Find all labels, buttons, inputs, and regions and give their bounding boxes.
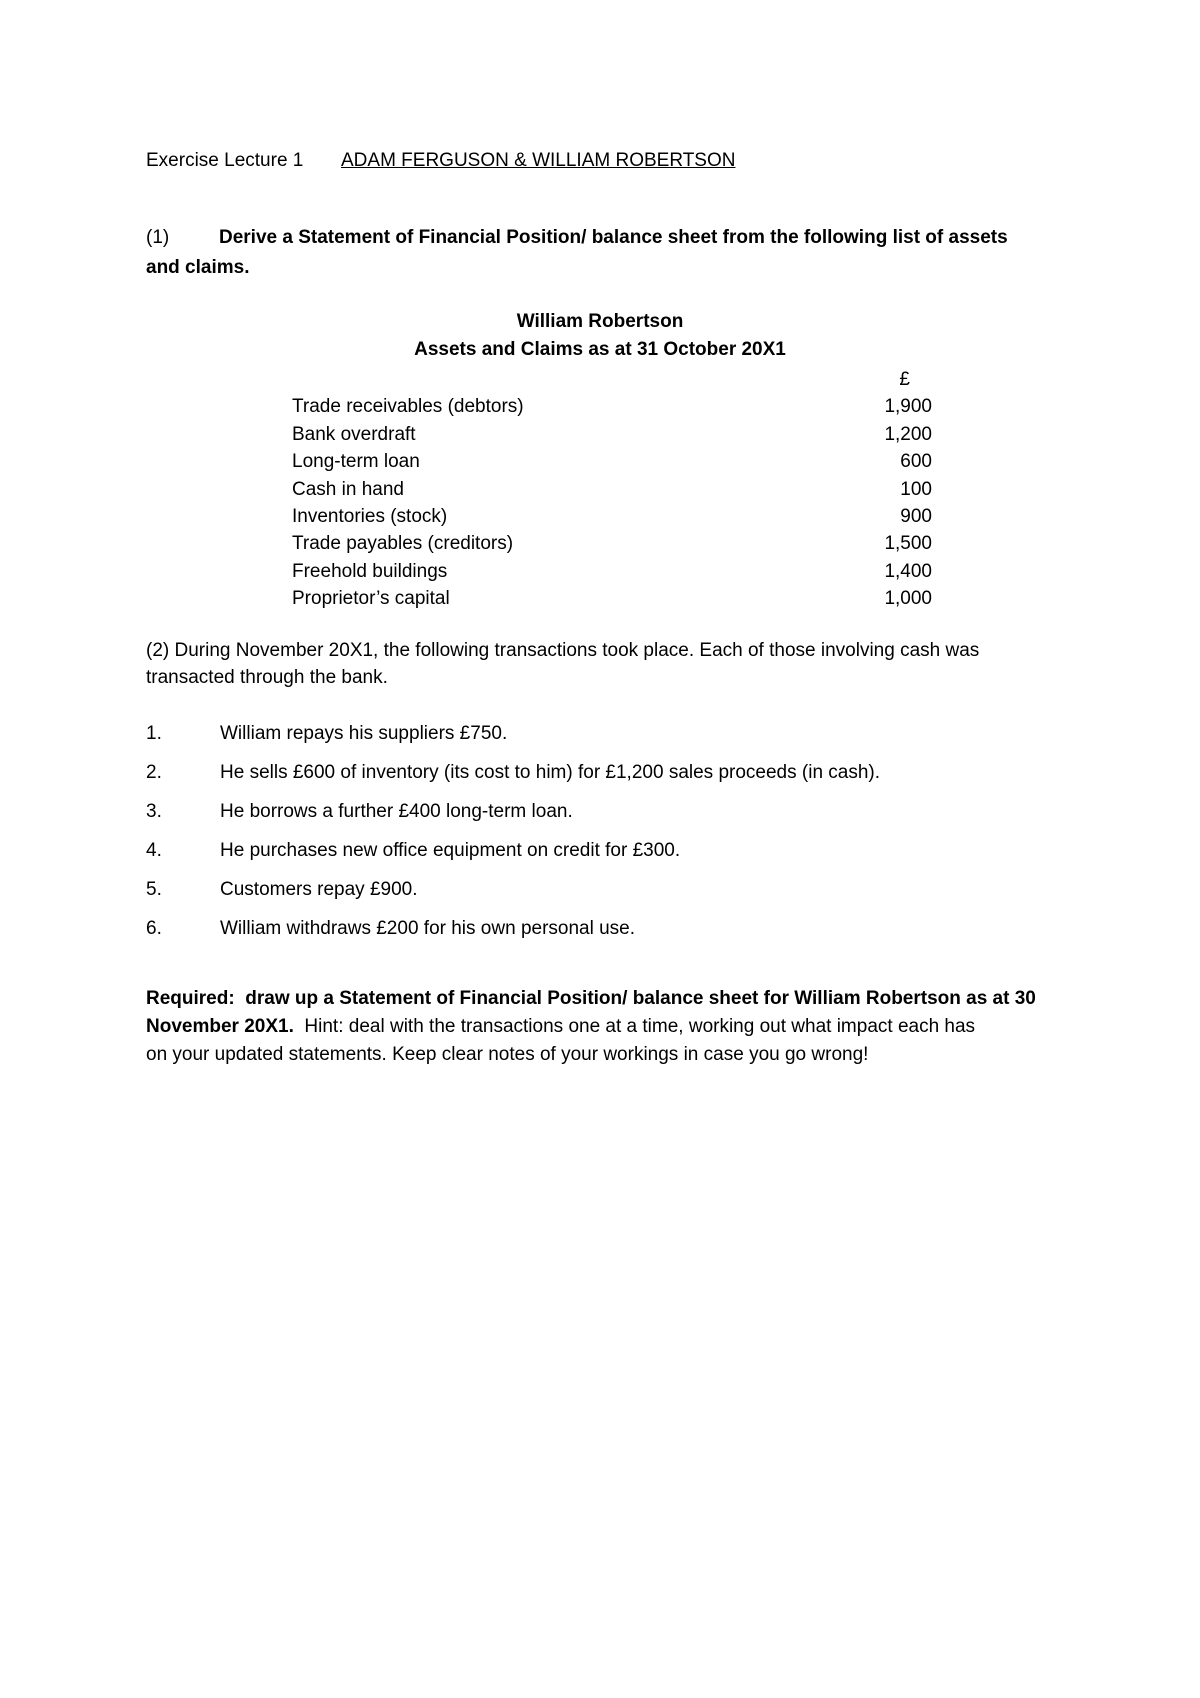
table-row — [292, 503, 932, 530]
row-label: Cash in hand — [292, 478, 404, 500]
required-text-line1: draw up a Statement of Financial Position/ balance sheet for William Robertson as at 30 — [245, 988, 1036, 1009]
table-row — [292, 393, 932, 420]
question-1-text-line1: Derive a Statement of Financial Position/ balance sheet from the following list of assets — [219, 227, 1008, 248]
required-line2 — [146, 1016, 975, 1038]
transaction-number: 3. — [146, 801, 162, 822]
question-1 — [146, 227, 1008, 249]
table-header-row — [292, 366, 932, 393]
row-label: Bank overdraft — [292, 423, 416, 445]
required-hint-line2: Hint: deal with the transactions one at a time, working out what impact each has — [304, 1016, 976, 1037]
row-amount: 100 — [900, 478, 932, 500]
transaction-text: He sells £600 of inventory (its cost to him) for £1,200 sales proceeds (in cash). — [220, 762, 881, 783]
transaction-number: 2. — [146, 762, 162, 783]
transaction-text: He purchases new office equipment on credit for £300. — [220, 840, 681, 861]
table-row — [292, 448, 932, 475]
transaction-item — [146, 762, 880, 784]
transaction-item — [146, 918, 635, 940]
row-label: Freehold buildings — [292, 560, 448, 582]
transaction-text: William withdraws £200 for his own personal use. — [220, 918, 636, 939]
transaction-item — [146, 840, 680, 862]
row-amount: 1,500 — [884, 533, 932, 555]
required-hint-line3: on your updated statements. Keep clear notes of your workings in case you go wrong! — [146, 1044, 869, 1065]
question-2-text-line1: During November 20X1, the following transactions took place. Each of those involving cash was — [174, 640, 980, 661]
transaction-item — [146, 723, 507, 745]
transaction-number: 1. — [146, 723, 162, 744]
row-amount: 1,200 — [884, 423, 932, 445]
question-2-text-line2: transacted through the bank. — [146, 667, 388, 688]
row-amount: 600 — [900, 451, 932, 473]
worksheet-subtitle: Assets and Claims as at 31 October 20X1 — [414, 339, 786, 360]
exercise-authors: ADAM FERGUSON & WILLIAM ROBERTSON — [341, 150, 736, 171]
transaction-item — [146, 801, 573, 823]
transaction-number: 4. — [146, 840, 162, 861]
row-label: Inventories (stock) — [292, 505, 448, 527]
row-amount: 1,400 — [884, 560, 932, 582]
row-amount: 900 — [900, 505, 932, 527]
row-label: Trade receivables (debtors) — [292, 396, 524, 418]
question-1-text-line2: and claims. — [146, 257, 250, 278]
row-amount: 1,900 — [884, 396, 932, 418]
transaction-number: 5. — [146, 879, 162, 900]
required-line1 — [146, 988, 1036, 1010]
currency-header: £ — [899, 369, 910, 390]
transaction-text: Customers repay £900. — [220, 879, 418, 900]
row-label: Proprietor’s capital — [292, 588, 450, 610]
assets-claims-table — [292, 366, 932, 613]
transaction-text: William repays his suppliers £750. — [220, 723, 508, 744]
exercise-header — [146, 150, 735, 172]
table-row — [292, 530, 932, 557]
transaction-text: He borrows a further £400 long-term loan. — [220, 801, 573, 822]
table-row — [292, 421, 932, 448]
required-text-line2: November 20X1. — [146, 1016, 294, 1037]
question-2 — [146, 640, 979, 662]
row-label: Long-term loan — [292, 451, 420, 473]
worksheet-name: William Robertson — [516, 311, 684, 332]
question-1-number: (1) — [146, 227, 170, 248]
table-row — [292, 558, 932, 585]
transaction-item — [146, 879, 418, 901]
transaction-number: 6. — [146, 918, 162, 939]
table-row — [292, 585, 932, 612]
row-label: Trade payables (creditors) — [292, 533, 514, 555]
exercise-label: Exercise Lecture 1 — [146, 150, 304, 171]
question-2-number: (2) — [146, 640, 170, 661]
table-row — [292, 476, 932, 503]
row-amount: 1,000 — [884, 588, 932, 610]
required-label: Required: — [146, 988, 235, 1009]
